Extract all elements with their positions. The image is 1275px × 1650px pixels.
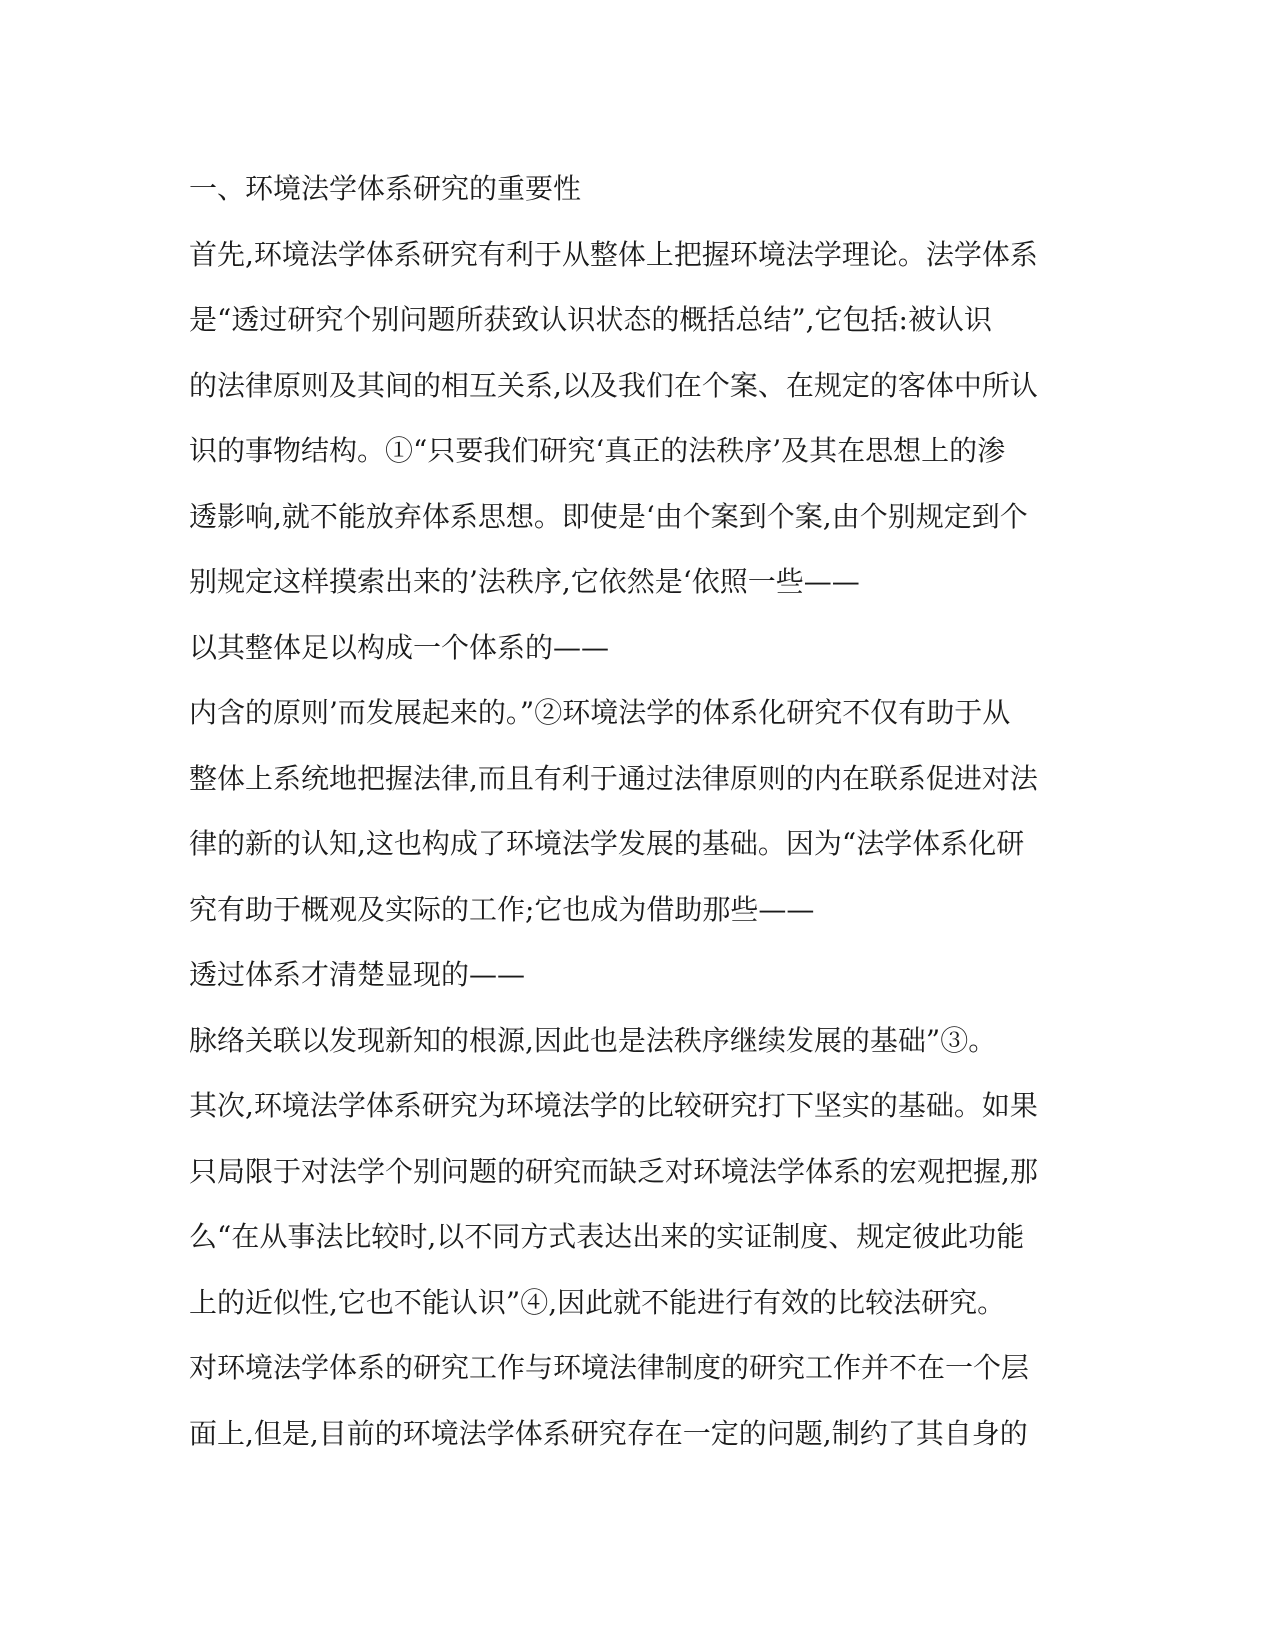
text-line: 别规定这样摸索出来的’法秩序,它依然是‘依照一些—— [189, 565, 860, 598]
text-line: 内含的原则’而发展起来的。”②环境法学的体系化研究不仅有助于从 [189, 696, 1011, 729]
text-line: 的法律原则及其间的相互关系,以及我们在个案、在规定的客体中所认 [189, 368, 1038, 402]
text-line: 首先,环境法学体系研究有利于从整体上把握环境法学理论。法学体系 [189, 237, 1038, 271]
document-body [189, 156, 1089, 1466]
text-line: 识的事物结构。①“只要我们研究‘真正的法秩序’及其在思想上的渗 [189, 434, 1006, 467]
text-line: 上的近似性,它也不能认识”④,因此就不能进行有效的比较法研究。 [189, 1285, 1006, 1319]
text-line: 是“透过研究个别问题所获致认识状态的概括总结”,它包括:被认识 [189, 303, 992, 336]
text-line: 只局限于对法学个别问题的研究而缺乏对环境法学体系的宏观把握,那 [189, 1154, 1038, 1188]
text-line: 么“在从事法比较时,以不同方式表达出来的实证制度、规定彼此功能 [189, 1220, 1025, 1253]
text-line: 整体上系统地把握法律,而且有利于通过法律原则的内在联系促进对法 [189, 761, 1038, 795]
text-line: 究有助于概观及实际的工作;它也成为借助那些—— [189, 892, 815, 926]
text-line: 透影响,就不能放弃体系思想。即使是‘由个案到个案,由个别规定到个 [189, 499, 1028, 533]
text-line: 透过体系才清楚显现的—— [189, 958, 526, 991]
text-line: 律的新的认知,这也构成了环境法学发展的基础。因为“法学体系化研 [189, 827, 1025, 860]
text-line: 其次,环境法学体系研究为环境法学的比较研究打下坚实的基础。如果 [189, 1089, 1038, 1122]
section-heading: 一、环境法学体系研究的重要性 [189, 172, 582, 205]
text-line: 面上,但是,目前的环境法学体系研究存在一定的问题,制约了其自身的 [189, 1416, 1028, 1450]
text-line: 以其整体足以构成一个体系的—— [189, 630, 610, 664]
text-line: 脉络关联以发现新知的根源,因此也是法秩序继续发展的基础”③。 [189, 1023, 997, 1057]
text-line: 对环境法学体系的研究工作与环境法律制度的研究工作并不在一个层 [189, 1351, 1030, 1384]
